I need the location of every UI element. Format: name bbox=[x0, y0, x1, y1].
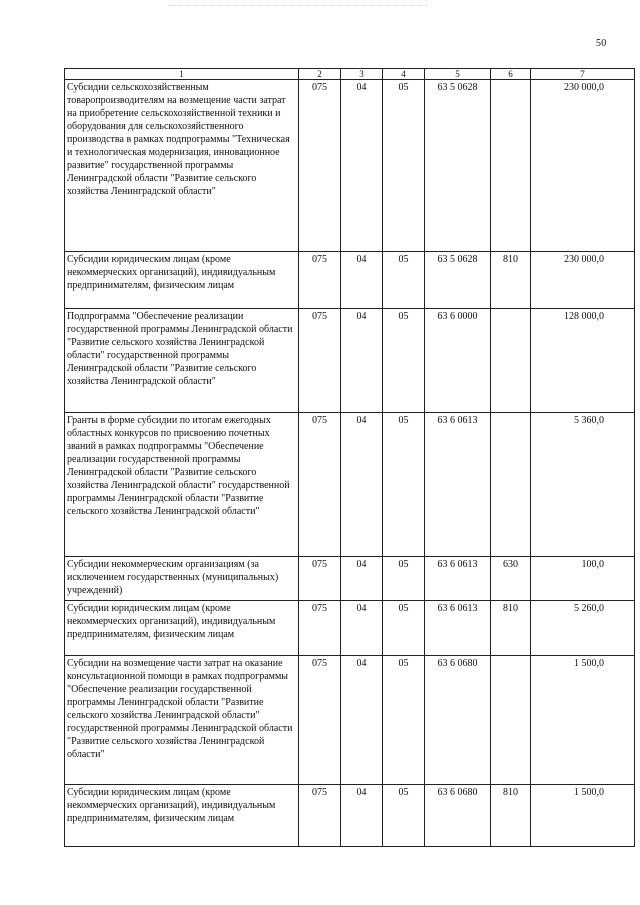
column-header-1: 1 bbox=[65, 69, 299, 80]
row-amount: 5 260,0 bbox=[531, 601, 635, 656]
row-ministry-code: 075 bbox=[299, 252, 341, 309]
row-subsection-code: 05 bbox=[383, 656, 425, 785]
row-description: Гранты в форме субсидии по итогам ежегодных областных конкурсов по присвоению почетных званий в рамках подпрограммы "Обеспечение реализации государственной программы Ленинградской области "Развитие сельского хозяйства Ленинградской области" государственной программы Ленинградской области "Развитие сельского хозяйства Ленинградской области" bbox=[65, 413, 299, 557]
row-description: Субсидии юридическим лицам (кроме некоммерческих организаций), индивидуальным предпринимателям, физическим лицам bbox=[65, 785, 299, 847]
row-section-code: 04 bbox=[341, 252, 383, 309]
row-expense-type: 810 bbox=[491, 785, 531, 847]
row-amount: 100,0 bbox=[531, 557, 635, 601]
row-ministry-code: 075 bbox=[299, 601, 341, 656]
row-description: Субсидии сельскохозяйственным товаропроизводителям на возмещение части затрат на приобретение сельскохозяйственной техники и оборудования для сельскохозяйственного производства в рамках подпрограммы "Техническая и технологическая модернизация, инновационное развитие" государственной программы Ленинградской области "Развитие сельского хозяйства Ленинградской области" bbox=[65, 80, 299, 252]
row-amount: 230 000,0 bbox=[531, 80, 635, 252]
row-ministry-code: 075 bbox=[299, 557, 341, 601]
row-target-article: 63 6 0680 bbox=[425, 785, 491, 847]
row-target-article: 63 6 0680 bbox=[425, 656, 491, 785]
row-ministry-code: 075 bbox=[299, 309, 341, 413]
row-ministry-code: 075 bbox=[299, 80, 341, 252]
row-section-code: 04 bbox=[341, 785, 383, 847]
row-target-article: 63 6 0613 bbox=[425, 601, 491, 656]
row-target-article: 63 6 0000 bbox=[425, 309, 491, 413]
row-target-article: 63 6 0613 bbox=[425, 413, 491, 557]
page-number: 50 bbox=[596, 38, 607, 49]
row-ministry-code: 075 bbox=[299, 413, 341, 557]
budget-table bbox=[64, 68, 635, 847]
table-row bbox=[65, 80, 635, 252]
row-subsection-code: 05 bbox=[383, 252, 425, 309]
row-section-code: 04 bbox=[341, 413, 383, 557]
row-section-code: 04 bbox=[341, 656, 383, 785]
row-expense-type bbox=[491, 309, 531, 413]
table-header-row bbox=[65, 69, 635, 80]
column-header-7: 7 bbox=[531, 69, 635, 80]
row-section-code: 04 bbox=[341, 557, 383, 601]
row-expense-type bbox=[491, 80, 531, 252]
row-expense-type bbox=[491, 656, 531, 785]
row-section-code: 04 bbox=[341, 601, 383, 656]
scan-noise bbox=[168, 5, 428, 7]
row-target-article: 63 6 0613 bbox=[425, 557, 491, 601]
row-ministry-code: 075 bbox=[299, 656, 341, 785]
row-amount: 128 000,0 bbox=[531, 309, 635, 413]
table-row bbox=[65, 309, 635, 413]
row-description: Субсидии юридическим лицам (кроме некоммерческих организаций), индивидуальным предпринимателям, физическим лицам bbox=[65, 252, 299, 309]
table-row bbox=[65, 252, 635, 309]
column-header-3: 3 bbox=[341, 69, 383, 80]
row-target-article: 63 5 0628 bbox=[425, 80, 491, 252]
row-subsection-code: 05 bbox=[383, 80, 425, 252]
table-row bbox=[65, 557, 635, 601]
row-section-code: 04 bbox=[341, 80, 383, 252]
row-description: Субсидии на возмещение части затрат на оказание консультационной помощи в рамках подпрограммы "Обеспечение реализации государственной программы Ленинградской области "Развитие сельского хозяйства Ленинградской области" государственной программы Ленинградской области "Развитие сельского хозяйства Ленинградской области" bbox=[65, 656, 299, 785]
row-target-article: 63 5 0628 bbox=[425, 252, 491, 309]
row-subsection-code: 05 bbox=[383, 785, 425, 847]
column-header-5: 5 bbox=[425, 69, 491, 80]
row-section-code: 04 bbox=[341, 309, 383, 413]
column-header-4: 4 bbox=[383, 69, 425, 80]
table-row bbox=[65, 785, 635, 847]
budget-table-wrapper bbox=[64, 68, 634, 847]
row-subsection-code: 05 bbox=[383, 557, 425, 601]
row-amount: 1 500,0 bbox=[531, 785, 635, 847]
row-subsection-code: 05 bbox=[383, 309, 425, 413]
row-amount: 1 500,0 bbox=[531, 656, 635, 785]
row-expense-type: 810 bbox=[491, 252, 531, 309]
row-expense-type: 810 bbox=[491, 601, 531, 656]
row-expense-type: 630 bbox=[491, 557, 531, 601]
row-subsection-code: 05 bbox=[383, 601, 425, 656]
table-row bbox=[65, 656, 635, 785]
row-ministry-code: 075 bbox=[299, 785, 341, 847]
row-amount: 5 360,0 bbox=[531, 413, 635, 557]
row-description: Субсидии юридическим лицам (кроме некоммерческих организаций), индивидуальным предпринимателям, физическим лицам bbox=[65, 601, 299, 656]
row-description: Подпрограмма "Обеспечение реализации государственной программы Ленинградской области "Развитие сельского хозяйства Ленинградской области" государственной программы Ленинградской области "Развитие сельского хозяйства Ленинградской области" bbox=[65, 309, 299, 413]
table-row bbox=[65, 601, 635, 656]
row-description: Субсидии некоммерческим организациям (за исключением государственных (муниципальных) учреждений) bbox=[65, 557, 299, 601]
row-expense-type bbox=[491, 413, 531, 557]
column-header-6: 6 bbox=[491, 69, 531, 80]
row-amount: 230 000,0 bbox=[531, 252, 635, 309]
table-row bbox=[65, 413, 635, 557]
column-header-2: 2 bbox=[299, 69, 341, 80]
row-subsection-code: 05 bbox=[383, 413, 425, 557]
